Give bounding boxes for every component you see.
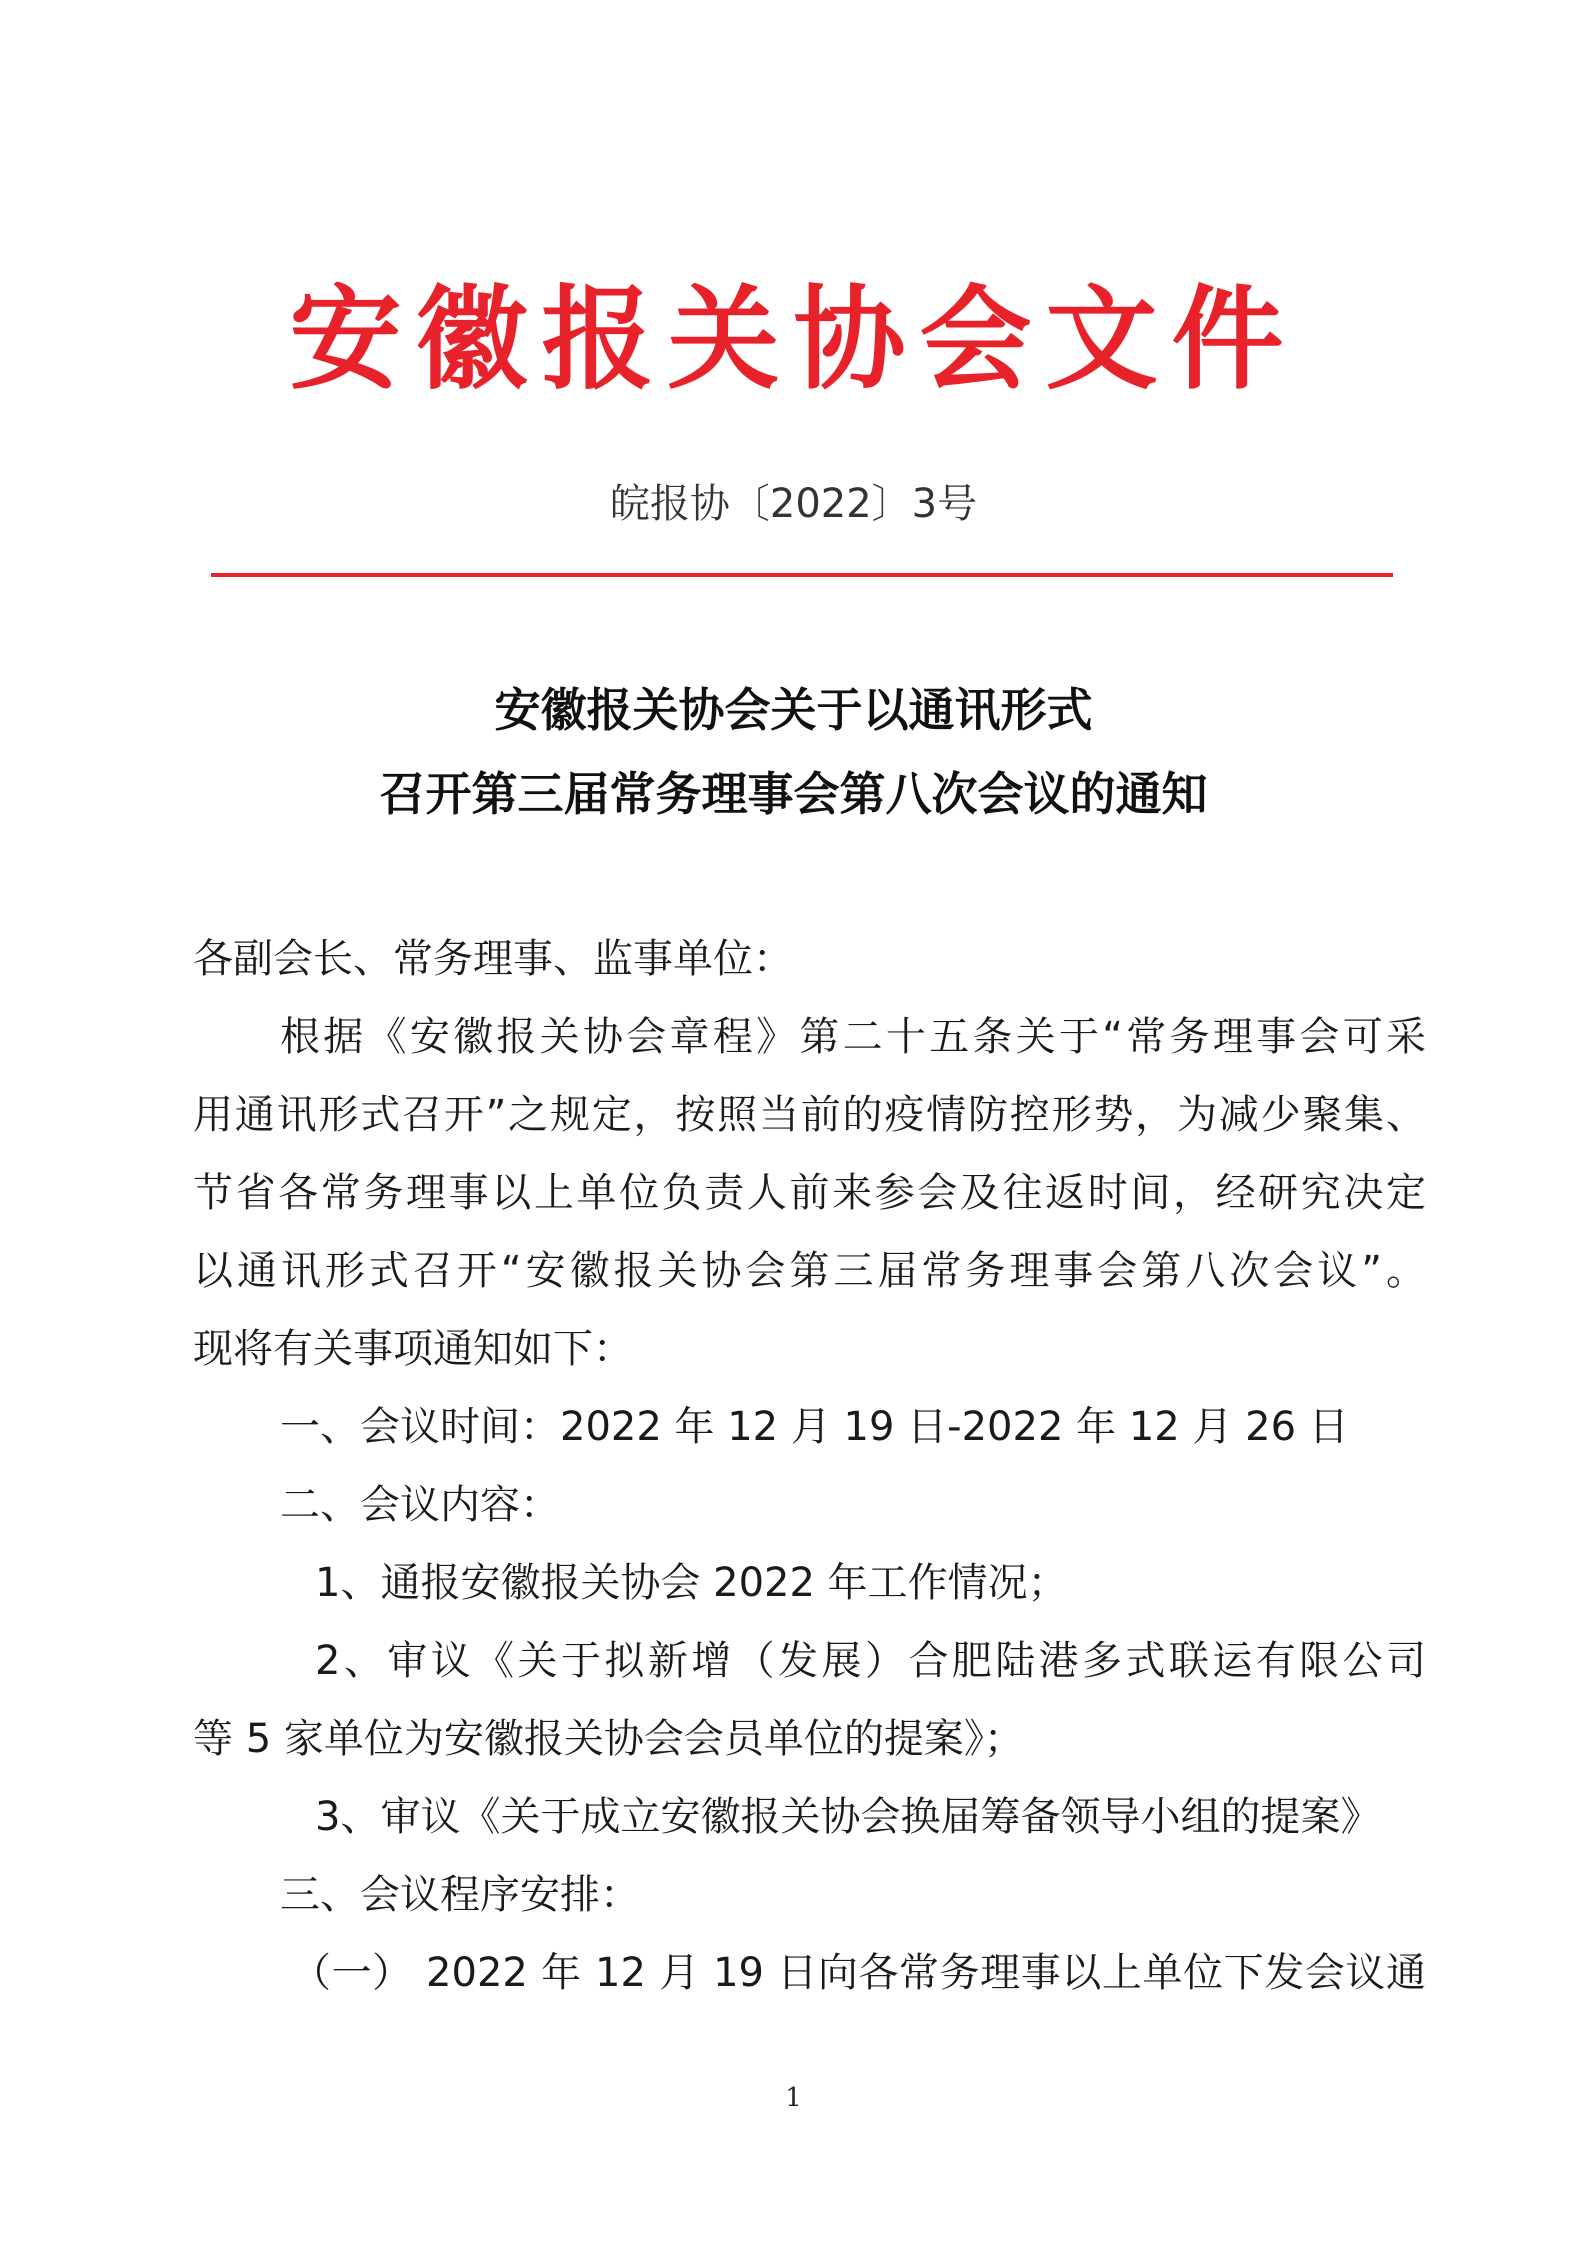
red-divider-line: [211, 573, 1393, 577]
document-title-line-1: 安徽报关协会关于以通讯形式: [494, 683, 1093, 737]
document-title-line-2: 召开第三届常务理事会第八次会议的通知: [379, 767, 1208, 821]
paragraph-line: 以通讯形式召开“安徽报关协会第三届常务理事会第八次会议”。: [193, 1248, 1426, 1294]
document-number: 皖报协〔2022〕3号: [609, 481, 978, 527]
content-item-2-line-1: 2、审议《关于拟新增（发展）合肥陆港多式联运有限公司: [315, 1638, 1426, 1684]
content-item-2-line-2: 等 5 家单位为安徽报关协会会员单位的提案》；: [193, 1716, 1024, 1762]
salutation: 各副会长、常务理事、监事单位：: [193, 936, 793, 982]
paragraph-line: 用通讯形式召开”之规定，按照当前的疫情防控形势，为减少聚集、: [193, 1092, 1426, 1138]
procedure-item-1: （一） 2022 年 12 月 19 日向各常务理事以上单位下发会议通: [291, 1950, 1426, 1996]
paragraph-line: 现将有关事项通知如下：: [193, 1326, 633, 1372]
page-number: 1: [785, 2083, 802, 2113]
content-item-3: 3、审议《关于成立安徽报关协会换届筹备领导小组的提案》: [315, 1794, 1381, 1840]
document-title: [0, 668, 1587, 836]
section-meeting-time: 一、会议时间：2022 年 12 月 19 日-2022 年 12 月 26 日: [280, 1404, 1349, 1450]
content-item-1: 1、通报安徽报关协会 2022 年工作情况；: [315, 1560, 1068, 1606]
section-meeting-content: 二、会议内容：: [280, 1482, 560, 1528]
paragraph-line: 根据《安徽报关协会章程》第二十五条关于“常务理事会可采: [280, 1014, 1426, 1060]
paragraph-line: 节省各常务理事以上单位负责人前来参会及往返时间，经研究决定: [193, 1170, 1426, 1216]
section-meeting-procedure: 三、会议程序安排：: [280, 1872, 640, 1918]
org-header-title: 安徽报关协会文件: [289, 274, 1298, 405]
document-body: [193, 920, 1426, 2012]
